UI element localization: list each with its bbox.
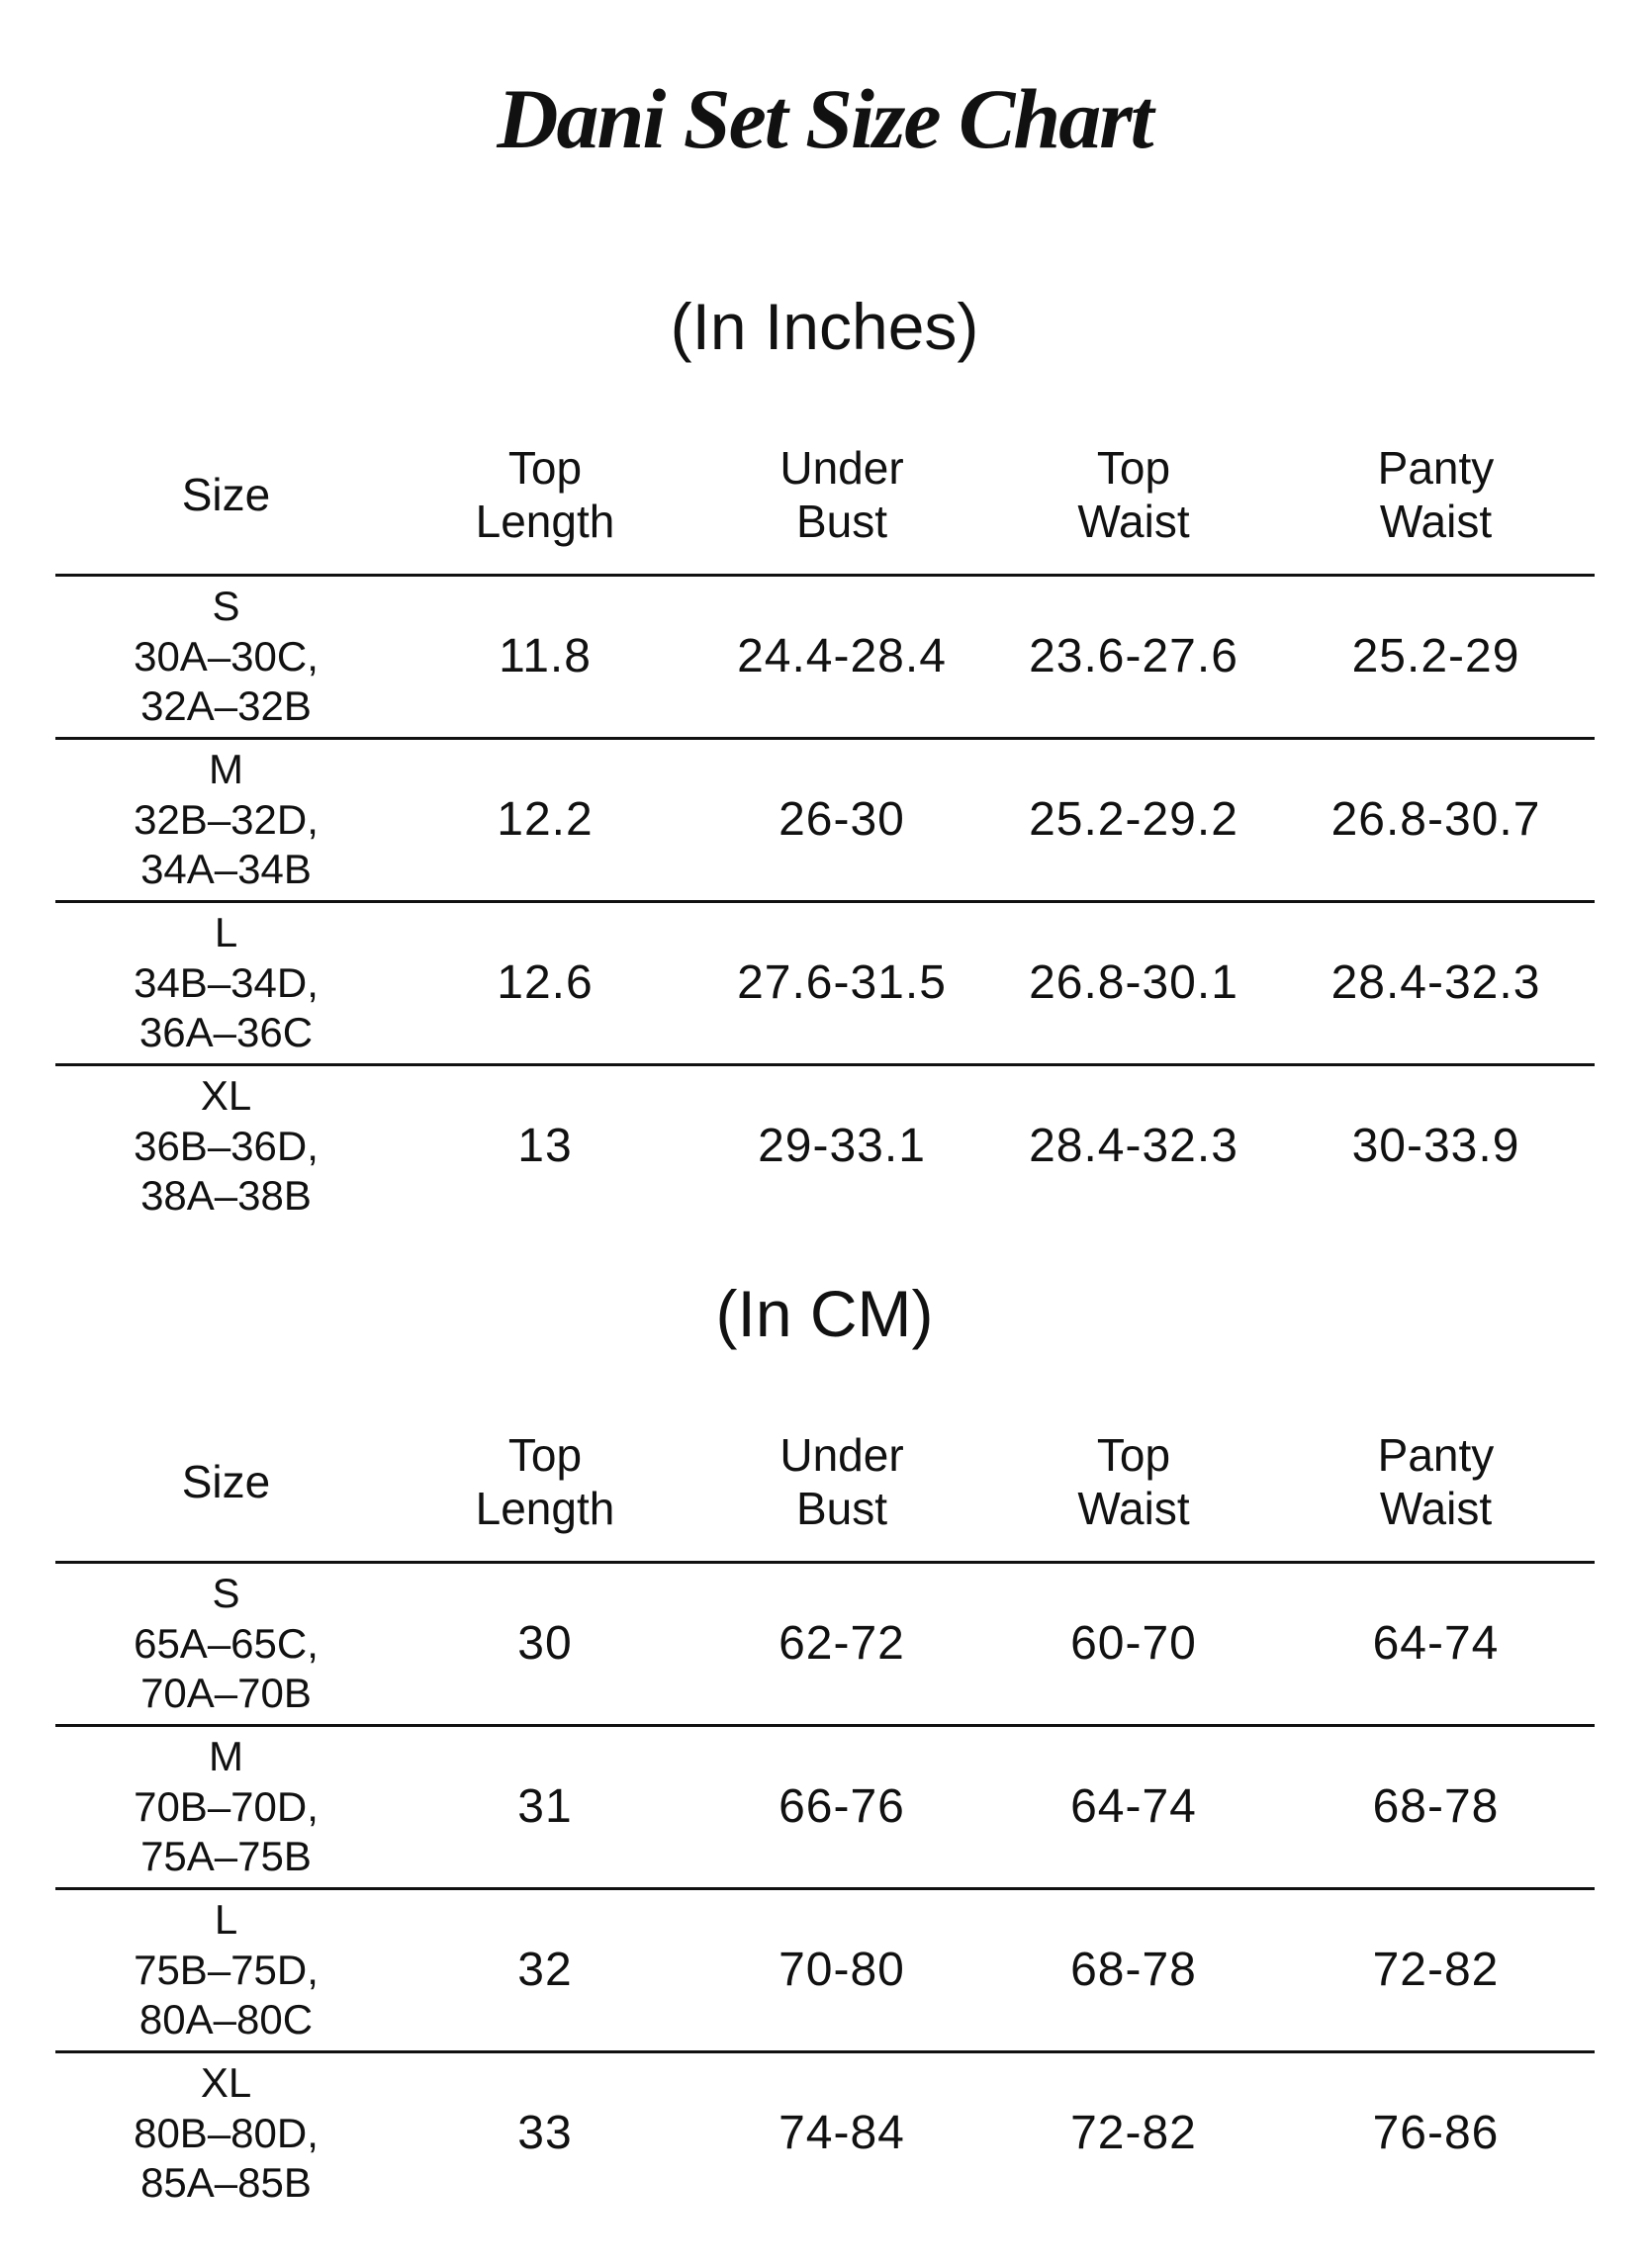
header-top-length: Top Length	[475, 441, 615, 547]
under-bust-value: 62-72	[779, 1616, 905, 1670]
size-cell: M 70B–70D, 75A–75B	[134, 1733, 319, 1880]
top-length-value: 30	[517, 1616, 573, 1670]
panty-waist-value: 30-33.9	[1351, 1119, 1520, 1172]
size-cell: L 34B–34D, 36A–36C	[134, 909, 319, 1056]
header-top-length: Top Length	[475, 1428, 615, 1534]
top-waist-value: 72-82	[1070, 2106, 1197, 2159]
top-waist-value: 28.4-32.3	[1029, 1119, 1238, 1172]
panty-waist-value: 25.2-29	[1351, 629, 1520, 682]
header-panty-waist: Panty Waist	[1377, 1428, 1495, 1534]
panty-waist-value: 68-78	[1372, 1779, 1500, 1833]
under-bust-value: 24.4-28.4	[737, 629, 947, 682]
inches-header-row	[55, 415, 1595, 574]
size-cell: L 75B–75D, 80A–80C	[134, 1896, 319, 2043]
cm-header-row	[55, 1403, 1595, 1561]
inches-table	[55, 415, 1595, 1226]
top-length-value: 13	[517, 1119, 573, 1172]
cm-heading: (In CM)	[715, 1277, 934, 1350]
top-length-value: 32	[517, 1943, 573, 1996]
table-row	[55, 1561, 1595, 1724]
top-waist-value: 26.8-30.1	[1029, 955, 1238, 1009]
panty-waist-value: 64-74	[1372, 1616, 1500, 1670]
under-bust-value: 27.6-31.5	[737, 955, 947, 1009]
header-size: Size	[181, 1455, 271, 1507]
page-title: Dani Set Size Chart	[497, 71, 1152, 166]
size-cell: XL 80B–80D, 85A–85B	[134, 2059, 319, 2207]
table-row	[55, 574, 1595, 737]
table-row	[55, 1724, 1595, 1887]
size-cell: S 65A–65C, 70A–70B	[134, 1570, 319, 1717]
table-row	[55, 900, 1595, 1063]
panty-waist-value: 72-82	[1372, 1943, 1500, 1996]
panty-waist-value: 76-86	[1372, 2106, 1500, 2159]
top-waist-value: 23.6-27.6	[1029, 629, 1238, 682]
panty-waist-value: 28.4-32.3	[1330, 955, 1541, 1009]
header-size: Size	[181, 468, 271, 520]
under-bust-value: 66-76	[779, 1779, 905, 1833]
table-row	[55, 1887, 1595, 2050]
panty-waist-value: 26.8-30.7	[1330, 792, 1541, 846]
header-panty-waist: Panty Waist	[1377, 441, 1495, 547]
top-length-value: 33	[517, 2106, 573, 2159]
top-length-value: 12.6	[497, 955, 594, 1009]
table-row	[55, 737, 1595, 900]
under-bust-value: 26-30	[779, 792, 905, 846]
cm-table	[55, 1403, 1595, 2214]
top-length-value: 31	[517, 1779, 573, 1833]
top-waist-value: 25.2-29.2	[1029, 792, 1238, 846]
header-under-bust: Under Bust	[779, 441, 904, 547]
top-waist-value: 64-74	[1070, 1779, 1197, 1833]
size-cell: XL 36B–36D, 38A–38B	[134, 1072, 319, 1220]
under-bust-value: 70-80	[779, 1943, 905, 1996]
header-top-waist: Top Waist	[1077, 441, 1190, 547]
header-top-waist: Top Waist	[1077, 1428, 1190, 1534]
inches-heading: (In Inches)	[670, 290, 979, 363]
size-cell: S 30A–30C, 32A–32B	[134, 583, 319, 730]
top-waist-value: 60-70	[1070, 1616, 1197, 1670]
top-length-value: 12.2	[497, 792, 594, 846]
top-waist-value: 68-78	[1070, 1943, 1197, 1996]
size-cell: M 32B–32D, 34A–34B	[134, 746, 319, 893]
table-row	[55, 1063, 1595, 1226]
top-length-value: 11.8	[499, 629, 592, 682]
under-bust-value: 74-84	[779, 2106, 905, 2159]
header-under-bust: Under Bust	[779, 1428, 904, 1534]
under-bust-value: 29-33.1	[758, 1119, 926, 1172]
table-row	[55, 2050, 1595, 2214]
